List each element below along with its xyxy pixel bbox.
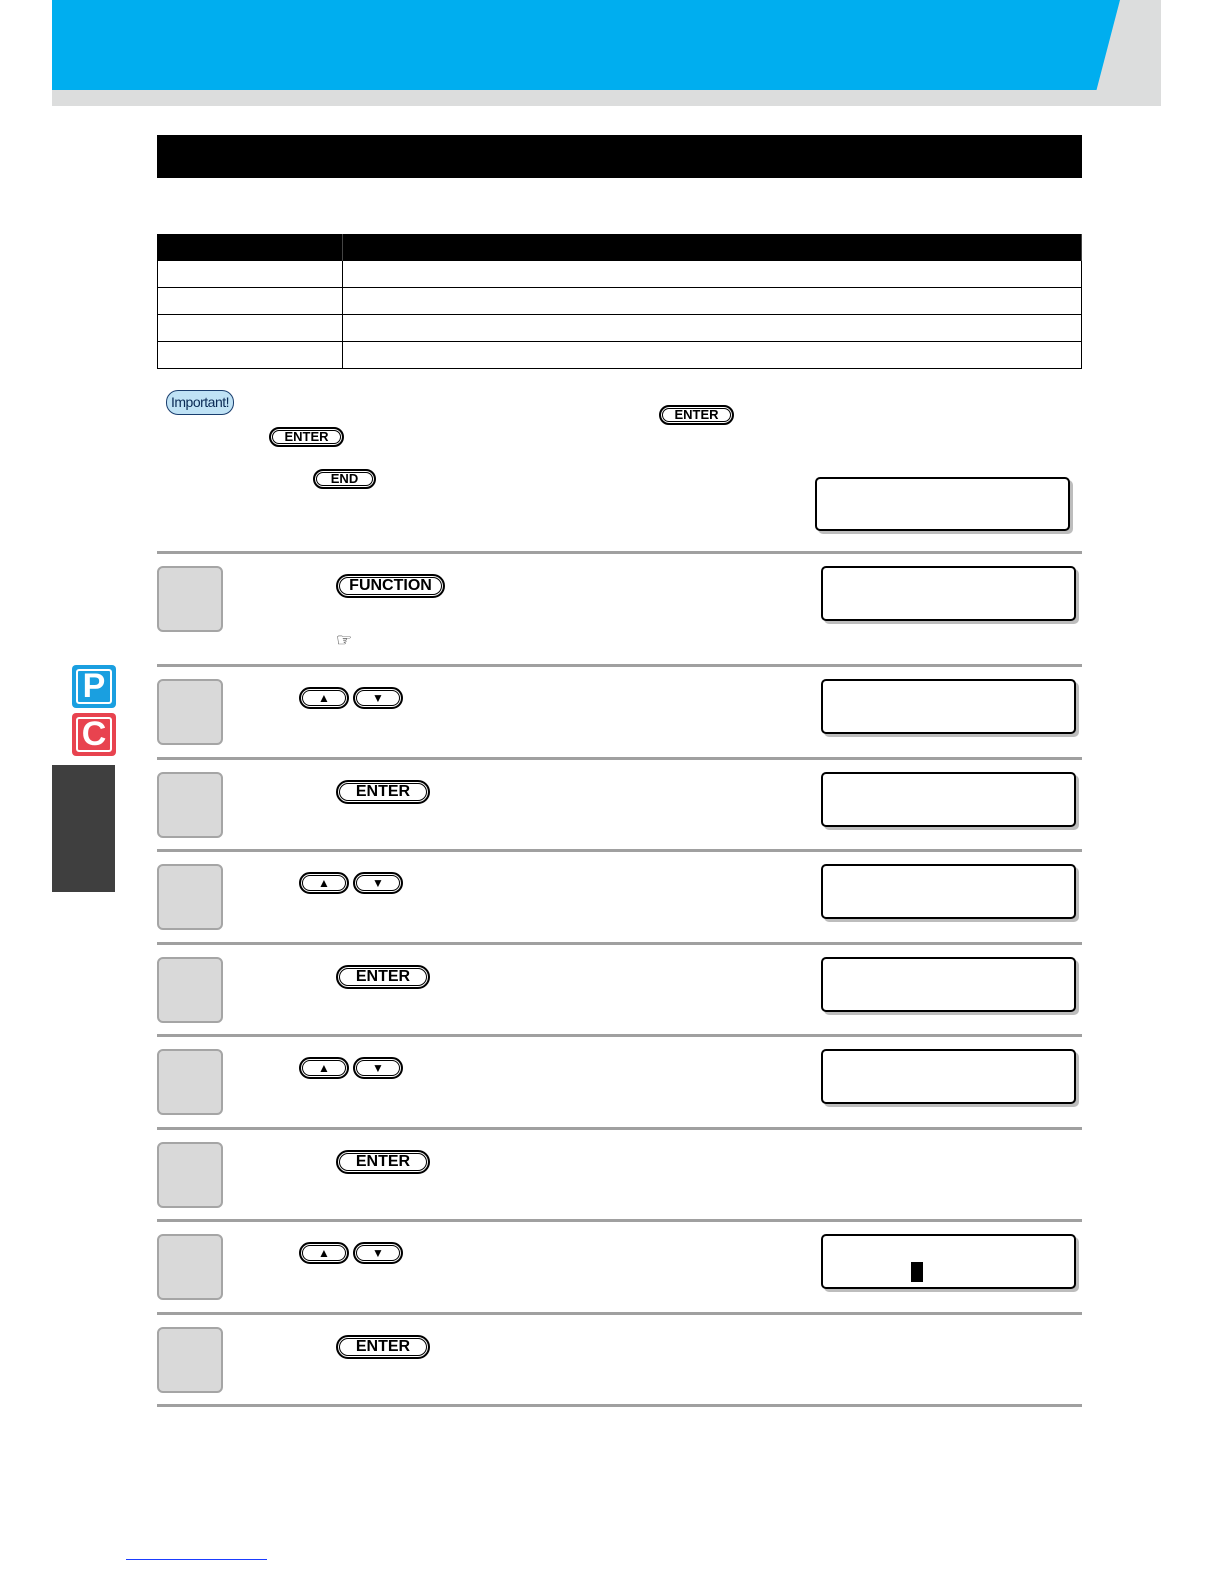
down-arrow-key[interactable]: ▼ xyxy=(353,1242,403,1264)
table-row xyxy=(158,288,1082,315)
up-arrow-key[interactable]: ▲ xyxy=(299,1057,349,1079)
table-cell xyxy=(158,288,343,315)
side-tab-p[interactable] xyxy=(72,665,116,708)
lcd-display xyxy=(821,566,1076,621)
lcd-display xyxy=(821,1049,1076,1104)
step-number-box xyxy=(157,864,223,930)
chapter-tab xyxy=(52,765,115,892)
table-row xyxy=(158,315,1082,342)
table-row xyxy=(158,342,1082,369)
table-row xyxy=(158,261,1082,288)
table-cell xyxy=(158,342,343,369)
down-arrow-key[interactable]: ▼ xyxy=(353,687,403,709)
footer-link-underline[interactable] xyxy=(126,1559,267,1560)
step-number-box xyxy=(157,957,223,1023)
section-title-bar xyxy=(157,135,1082,178)
lcd-display xyxy=(821,864,1076,919)
enter-key[interactable]: ENTER xyxy=(659,405,734,425)
enter-key[interactable]: ENTER xyxy=(336,1335,430,1359)
table-header-row xyxy=(158,234,1082,261)
end-key[interactable]: END xyxy=(313,469,376,489)
settings-table xyxy=(157,234,1082,369)
step-number-box xyxy=(157,1234,223,1300)
lcd-display xyxy=(821,679,1076,734)
step-number-box xyxy=(157,679,223,745)
enter-key[interactable]: ENTER xyxy=(336,780,430,804)
step-divider xyxy=(157,942,1082,945)
up-arrow-key[interactable]: ▲ xyxy=(299,687,349,709)
tab-letter-c: C xyxy=(76,717,112,752)
step-divider xyxy=(157,1312,1082,1315)
table-cell xyxy=(343,342,1082,369)
table-cell xyxy=(343,288,1082,315)
table-cell xyxy=(158,261,343,288)
down-arrow-key[interactable]: ▼ xyxy=(353,1057,403,1079)
table-header-cell xyxy=(343,234,1082,261)
step-divider xyxy=(157,1404,1082,1407)
step-divider xyxy=(157,664,1082,667)
header-banner xyxy=(52,0,1120,90)
table-cell xyxy=(343,315,1082,342)
step-number-box xyxy=(157,1327,223,1393)
enter-key[interactable]: ENTER xyxy=(269,427,344,447)
step-number-box xyxy=(157,1142,223,1208)
table-header-cell xyxy=(158,234,343,261)
lcd-display xyxy=(821,772,1076,827)
enter-key[interactable]: ENTER xyxy=(336,1150,430,1174)
lcd-cursor xyxy=(911,1262,923,1282)
step-divider xyxy=(157,849,1082,852)
step-number-box xyxy=(157,772,223,838)
side-tab-c[interactable] xyxy=(72,713,116,756)
step-divider xyxy=(157,1034,1082,1037)
table-cell xyxy=(158,315,343,342)
step-divider xyxy=(157,757,1082,760)
tab-letter-p: P xyxy=(76,669,112,704)
up-arrow-key[interactable]: ▲ xyxy=(299,1242,349,1264)
pointing-hand-icon: ☞ xyxy=(336,630,353,650)
up-arrow-key[interactable]: ▲ xyxy=(299,872,349,894)
lcd-display xyxy=(821,957,1076,1012)
important-badge: Important! xyxy=(166,390,234,415)
step-number-box xyxy=(157,1049,223,1115)
step-divider xyxy=(157,1127,1082,1130)
step-divider xyxy=(157,1219,1082,1222)
step-divider xyxy=(157,551,1082,554)
enter-key[interactable]: ENTER xyxy=(336,965,430,989)
lcd-display xyxy=(815,477,1070,531)
down-arrow-key[interactable]: ▼ xyxy=(353,872,403,894)
function-key[interactable]: FUNCTION xyxy=(336,574,445,598)
step-number-box xyxy=(157,566,223,632)
table-cell xyxy=(343,261,1082,288)
lcd-display xyxy=(821,1234,1076,1289)
